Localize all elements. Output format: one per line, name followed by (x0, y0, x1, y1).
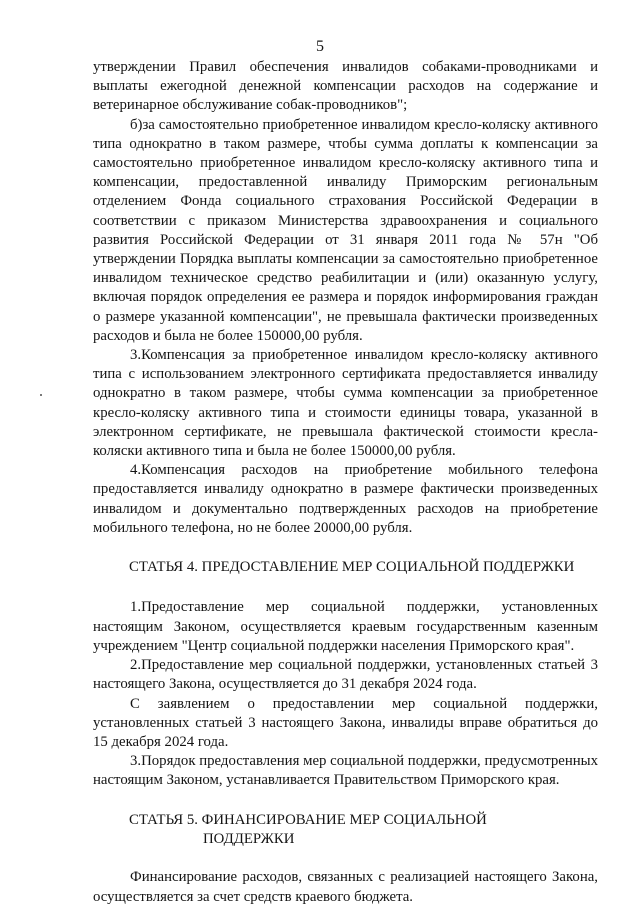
article-4-paragraph-2: 2.Предоставление мер социальной поддержки, установленных статьей 3 настоящего Закона, осуществляется до 31 декабря 2024 года. (93, 657, 598, 693)
article-5-heading-line2: ПОДДЕРЖКИ (203, 830, 295, 847)
article-4-heading: СТАТЬЯ 4. ПРЕДОСТАВЛЕНИЕ МЕР СОЦИАЛЬНОЙ ПОДДЕРЖКИ (129, 559, 575, 576)
paragraph-item-4: 4.Компенсация расходов на приобретение мобильного телефона предоставляется инвалиду однократно в размере фактически произведенных инвалидом и документально подтвержденных расходов на приобретение мобильного телефона, но не более 20000,00 рубля. (93, 462, 598, 536)
article-4-paragraph-3: 3.Порядок предоставления мер социальной поддержки, предусмотренных настоящим Законом, устанавливается Правительством Приморского края. (93, 753, 598, 789)
paragraph-item-b: б)за самостоятельно приобретенное инвалидом кресло-коляску активного типа однократно в таком размере, чтобы сумма доплаты к компенсации за самостоятельно приобретенное инвалидом кресло-коляску активного типа и компенсации, предоставленной инвалиду Приморским региональным отделением Фонда социального страхования Российской Федерации в соответствии с приказом Министерства здравоохранения и социального развития Российской Федерации от 31 января 2011 года № 57н "Об утверждении Порядка выплаты компенсации за самостоятельно приобретенное инвалидом техническое средство реабилитации и (или) оказанную услугу, включая порядок определения ее размера и порядок информирования граждан о размере указанной компенсации", не превышала фактически произведенных расходов и была не более 150000,00 рубля. (93, 116, 598, 344)
article-5-paragraph-1: Финансирование расходов, связанных с реализацией настоящего Закона, осуществляется за счет средств краевого бюджета. (93, 869, 598, 905)
document-body (93, 58, 598, 907)
margin-mark (40, 394, 42, 396)
article-4-paragraph-2-note: С заявлением о предоставлении мер социальной поддержки, установленных статьей 3 настоящего Закона, инвалиды вправе обратиться до 15 декабря 2024 года. (93, 695, 598, 750)
paragraph-continuation: утверждении Правил обеспечения инвалидов собаками-проводниками и выплаты ежегодной денежной компенсации расходов на содержание и ветеринарное обслуживание собак-проводников"; (93, 59, 598, 114)
paragraph-item-3: 3.Компенсация за приобретенное инвалидом кресло-коляску активного типа с использованием электронного сертификата предоставляется инвалиду однократно в таком размере, чтобы сумма компенсации за приобретенное кресло-коляску активного типа и стоимости единицы товара, указанной в электронном сертификате, не превышала фактической стоимости кресла-коляски активного типа и была не более 150000,00 рубля. (93, 347, 598, 460)
article-5-heading (93, 811, 598, 850)
article-5-heading-line1: СТАТЬЯ 5. ФИНАНСИРОВАНИЕ МЕР СОЦИАЛЬНОЙ (129, 811, 487, 828)
page-number: 5 (316, 38, 324, 55)
article-4-paragraph-1: 1.Предоставление мер социальной поддержки, установленных настоящим Законом, осуществляется краевым государственным казенным учреждением "Центр социальной поддержки населения Приморского края". (93, 599, 598, 654)
